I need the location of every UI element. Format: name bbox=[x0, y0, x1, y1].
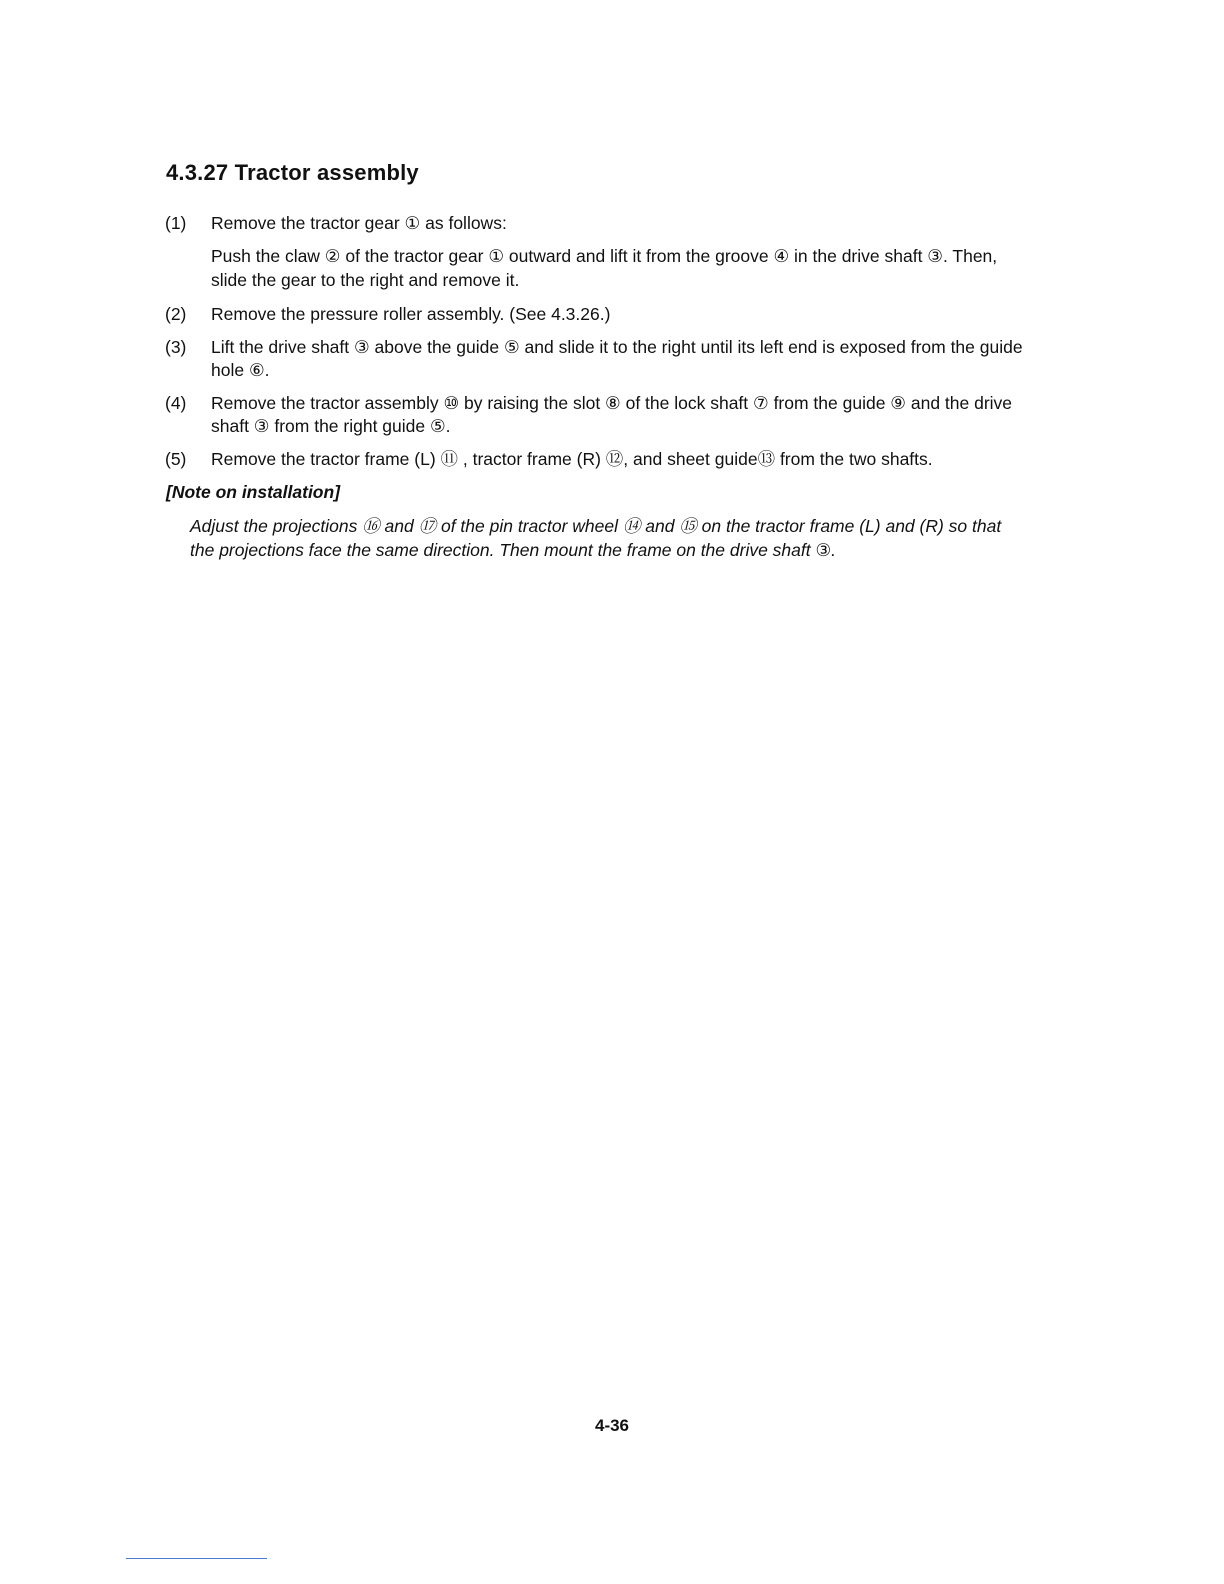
step-text: Remove the pressure roller assembly. (See 4.3.26.) bbox=[211, 304, 611, 324]
note-body: Adjust the projections ⑯ and ⑰ of the pin tractor wheel ⑭ and ⑮ on the tractor frame (L) and (R) so that the projections face the same direction. Then mount the frame on the drive shaft ③. bbox=[190, 516, 1002, 560]
step-number: (1) bbox=[165, 213, 187, 233]
note-heading: [Note on installation] bbox=[166, 482, 341, 502]
step-text: Remove the tractor frame (L) ⑪ , tractor frame (R) ⑫, and sheet guide⑬ from the two shafts. bbox=[211, 449, 933, 469]
step-text: Lift the drive shaft ③ above the guide ⑤ and slide it to the right until its left end is exposed from the guide hole ⑥. bbox=[211, 337, 1023, 380]
step-number: (5) bbox=[165, 449, 187, 469]
step-text: Remove the tractor gear ① as follows: bbox=[211, 213, 507, 233]
step-number: (2) bbox=[165, 304, 187, 324]
step-1-detail: Push the claw ② of the tractor gear ① outward and lift it from the groove ④ in the drive shaft ③. Then, slide the gear to the right and remove it. bbox=[211, 246, 998, 290]
bottom-divider bbox=[126, 1558, 267, 1559]
step-number: (3) bbox=[165, 337, 187, 357]
step-number: (4) bbox=[165, 393, 187, 413]
page-number: 4-36 bbox=[594, 1416, 630, 1435]
step-text: Remove the tractor assembly ⑩ by raising the slot ⑧ of the lock shaft ⑦ from the guide ⑨ and the drive shaft ③ from the right guide ⑤. bbox=[211, 393, 1013, 436]
section-title: 4.3.27 Tractor assembly bbox=[166, 160, 419, 185]
